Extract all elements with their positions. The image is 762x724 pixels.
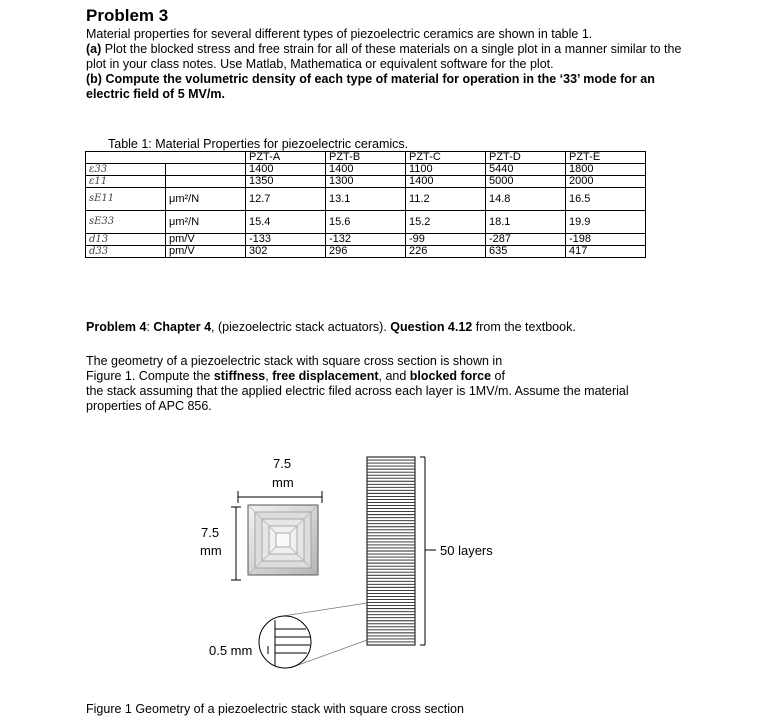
- problem-4-line2-g: of: [491, 369, 505, 383]
- table-cell: 1350: [246, 176, 326, 188]
- row-symbol-eps11: ε11: [86, 176, 166, 188]
- table-cell: 1300: [326, 176, 406, 188]
- part-a-label: (a): [86, 42, 102, 56]
- table-cell: 417: [566, 246, 646, 258]
- table-cell: 15.6: [326, 211, 406, 234]
- problem-4-label: Problem 4: [86, 320, 147, 334]
- table-cell: 302: [246, 246, 326, 258]
- table-cell: 15.2: [406, 211, 486, 234]
- magnified-layers-circle: [259, 616, 311, 668]
- table-cell: 1400: [406, 176, 486, 188]
- problem-4-line3: the stack assuming that the applied electric filed across each layer is 1MV/m. Assume the material properties of APC 856.: [86, 384, 629, 413]
- table-header-cell: PZT-E: [566, 152, 646, 164]
- table-cell: 19.9: [566, 211, 646, 234]
- chapter-label: Chapter 4: [153, 320, 212, 334]
- question-suffix: from the textbook.: [472, 320, 576, 334]
- top-dimension-line: [238, 491, 322, 503]
- table-cell: -133: [246, 234, 326, 246]
- part-b-label: (b): [86, 72, 102, 86]
- free-displacement-term: free displacement: [272, 369, 379, 383]
- left-dimension-unit: mm: [200, 543, 222, 558]
- row-unit: μm²/N: [166, 211, 246, 234]
- table-cell: 15.4: [246, 211, 326, 234]
- table-cell: -132: [326, 234, 406, 246]
- row-symbol-s11: sE11: [86, 188, 166, 211]
- problem-3-title: Problem 3: [86, 6, 169, 25]
- problem-4-line2-a: Figure 1. Compute the: [86, 369, 214, 383]
- layers-bracket: [420, 457, 436, 645]
- part-b-text: Compute the volumetric density of each type of material for operation in the ‘33’ mode for an electric field of 5 MV/m.: [86, 72, 655, 101]
- problem-4-colon: :: [146, 320, 154, 334]
- row-unit: μm²/N: [166, 188, 246, 211]
- table-cell: 2000: [566, 176, 646, 188]
- problem-4-line2-c: ,: [265, 369, 273, 383]
- table-header-cell: PZT-D: [486, 152, 566, 164]
- figure-caption: Figure 1 Geometry of a piezoelectric stack with square cross section: [86, 702, 464, 716]
- table-cell: 1400: [326, 164, 406, 176]
- table-header-cell: PZT-A: [246, 152, 326, 164]
- row-symbol-s33: sE33: [86, 211, 166, 234]
- table-cell: 5000: [486, 176, 566, 188]
- left-dimension-value: 7.5: [201, 525, 220, 540]
- table-cell: 5440: [486, 164, 566, 176]
- table-header-cell: PZT-C: [406, 152, 486, 164]
- question-label: Question 4.12: [390, 320, 473, 334]
- table-cell: 1100: [406, 164, 486, 176]
- table-cell: 1800: [566, 164, 646, 176]
- left-dimension-line: [231, 507, 241, 580]
- square-cross-section: [248, 505, 318, 575]
- problem-4-line2-e: , and: [378, 369, 410, 383]
- layered-stack: [367, 457, 415, 645]
- row-symbol-eps33: ε33: [86, 164, 166, 176]
- table-caption: Table 1: Material Properties for piezoelectric ceramics.: [108, 137, 409, 151]
- layer-thickness-label: 0.5 mm: [209, 643, 253, 658]
- stiffness-term: stiffness: [213, 369, 266, 383]
- row-unit: pm/V: [166, 234, 246, 246]
- top-dimension-value: 7.5: [273, 456, 292, 471]
- problem-4-line1: The geometry of a piezoelectric stack with square cross section is shown in: [86, 354, 503, 368]
- blocked-force-term: blocked force: [409, 369, 492, 383]
- part-a-text: Plot the blocked stress and free strain for all of these materials on a single plot in a manner similar to the plot in your class notes. Use Matlab, Mathematica or equivalent software for the plot.: [86, 42, 682, 71]
- table-cell: 226: [406, 246, 486, 258]
- table-cell: 18.1: [486, 211, 566, 234]
- table-cell: 14.8: [486, 188, 566, 211]
- row-symbol-d33: d33: [86, 246, 166, 258]
- table-cell: 1400: [246, 164, 326, 176]
- table-cell: 635: [486, 246, 566, 258]
- problem-3-line1: Material properties for several different types of piezoelectric ceramics are shown in table 1.: [86, 27, 593, 41]
- table-header-cell: PZT-B: [326, 152, 406, 164]
- table-cell: -287: [486, 234, 566, 246]
- top-dimension-unit: mm: [272, 475, 294, 490]
- layers-label: 50 layers: [440, 543, 493, 558]
- table-cell: 11.2: [406, 188, 486, 211]
- table-cell: 13.1: [326, 188, 406, 211]
- table-cell: 16.5: [566, 188, 646, 211]
- table-cell: -198: [566, 234, 646, 246]
- row-unit: pm/V: [166, 246, 246, 258]
- table-cell: 12.7: [246, 188, 326, 211]
- table-cell: 296: [326, 246, 406, 258]
- row-symbol-d13: d13: [86, 234, 166, 246]
- table-cell: -99: [406, 234, 486, 246]
- chapter-desc: , (piezoelectric stack actuators).: [211, 320, 391, 334]
